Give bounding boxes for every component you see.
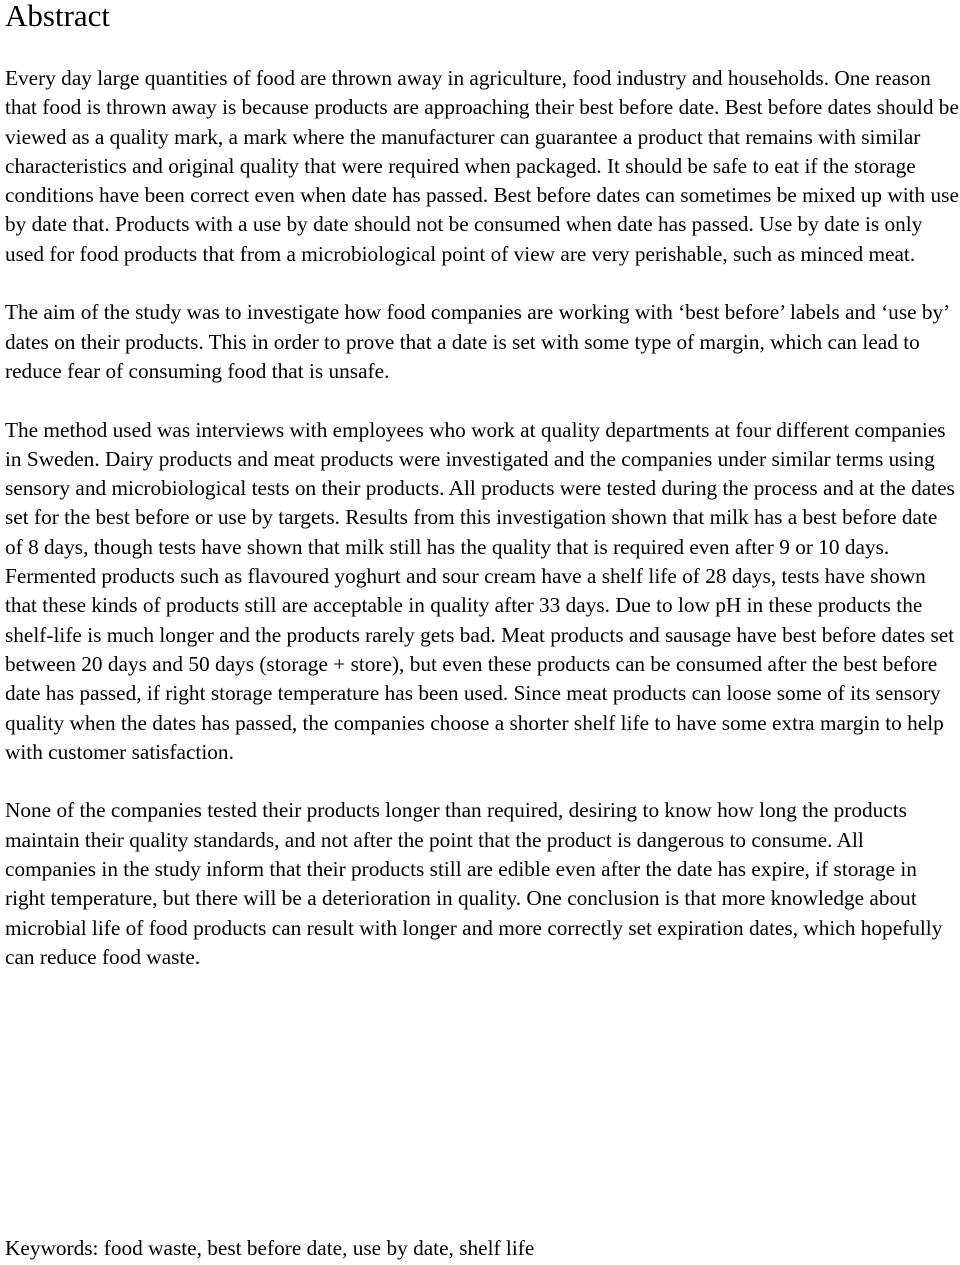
abstract-body — [5, 64, 960, 1002]
abstract-heading: Abstract — [5, 0, 111, 33]
paragraph-method-results: The method used was interviews with employees who work at quality departments at four different companies in Sweden. Dairy products and meat products were investigated and the companies under similar terms using sensory and microbiological tests on their products. All products were tested during the process and at the dates set for the best before or use by targets. Results from this investigation shown that milk has a best before date of 8 days, though tests have shown that milk still has the quality that is required even after 9 or 10 days. Fermented products such as flavoured yoghurt and sour cream have a shelf life of 28 days, tests have shown that these kinds of products still are acceptable in quality after 33 days. Due to low pH in these products the shelf-life is much longer and the products rarely gets bad. Meat products and sausage have best before dates set between 20 days and 50 days (storage + store), but even these products can be consumed after the best before date has passed, if right storage temperature has been used. Since meat products can loose some of its sensory quality when the dates has passed, the companies choose a shorter shelf life to have some extra margin to help with customer satisfaction. — [5, 417, 955, 764]
paragraph-introduction: Every day large quantities of food are thrown away in agriculture, food industry and households. One reason that food is thrown away is because products are approaching their best before date. Best before dates should be viewed as a quality mark, a mark where the manufacturer can guarantee a product that remains with similar characteristics and original quality that were required when packaged. It should be safe to eat if the storage conditions have been correct even when date has passed. Best before dates can sometimes be mixed up with use by date that. Products with a use by date should not be consumed when date has passed. Use by date is only used for food products that from a microbiological point of view are very perishable, such as minced meat. — [5, 66, 959, 266]
paragraph-aim: The aim of the study was to investigate how food companies are working with ‘best before’ labels and ‘use by’ dates on their products. This in order to prove that a date is set with some type of margin, which can lead to reduce fear of consuming food that is unsafe. — [5, 300, 949, 383]
paragraph-conclusion: None of the companies tested their products longer than required, desiring to know how long the products maintain their quality standards, and not after the point that the product is dangerous to consume. All companies in the study inform that their products still are edible even after the date has expire, if storage in right temperature, but there will be a deterioration in quality. One conclusion is that more knowledge about microbial life of food products can result with longer and more correctly set expiration dates, which hopefully can reduce food waste. — [5, 798, 943, 969]
keywords-line: Keywords: food waste, best before date, use by date, shelf life — [5, 1236, 535, 1260]
